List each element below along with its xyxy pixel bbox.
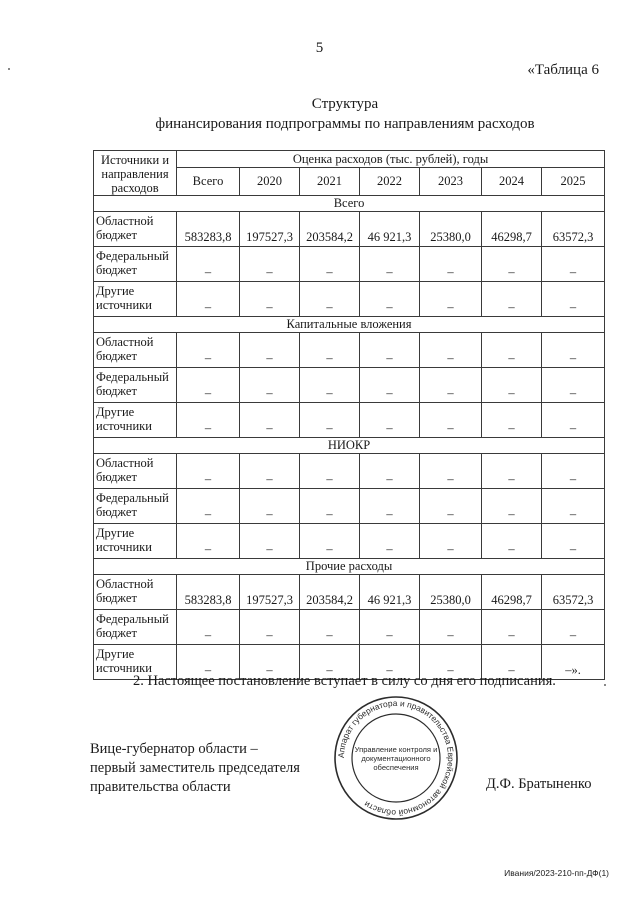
source-label	[94, 282, 177, 317]
value-cell: –	[420, 333, 482, 368]
source-label-line: бюджет	[96, 384, 137, 398]
section-row	[94, 196, 605, 212]
header-year: 2024	[482, 168, 542, 196]
header-year: 2020	[240, 168, 300, 196]
official-stamp	[332, 694, 460, 822]
value-cell: –	[542, 282, 605, 317]
source-label-line: бюджет	[96, 626, 137, 640]
scan-speck	[604, 684, 606, 686]
value-cell: –	[482, 454, 542, 489]
header-sources-line: расходов	[111, 181, 159, 195]
source-label-line: Другие	[96, 405, 135, 419]
source-label-line: бюджет	[96, 591, 137, 605]
value-cell: –	[177, 489, 240, 524]
source-label-line: Областной	[96, 335, 154, 349]
source-label-line: бюджет	[96, 263, 137, 277]
source-label-line: Областной	[96, 214, 154, 228]
source-label-line: бюджет	[96, 470, 137, 484]
signer-name: Д.Ф. Братыненко	[486, 776, 592, 792]
value-cell: –	[240, 282, 300, 317]
value-cell: 46298,7	[482, 212, 542, 247]
value-cell: –	[420, 489, 482, 524]
value-cell: –	[482, 645, 542, 680]
value-cell: –	[482, 368, 542, 403]
value-cell: 46298,7	[482, 575, 542, 610]
value-cell: –	[300, 645, 360, 680]
value-cell: –	[360, 454, 420, 489]
source-label	[94, 403, 177, 438]
value-cell: –	[300, 489, 360, 524]
value-cell: 25380,0	[420, 212, 482, 247]
source-label	[94, 333, 177, 368]
value-cell: –	[177, 645, 240, 680]
section-row	[94, 317, 605, 333]
value-cell: –	[542, 247, 605, 282]
value-cell: –	[542, 610, 605, 645]
value-cell: –	[360, 403, 420, 438]
source-label-line: Федеральный	[96, 370, 169, 384]
value-cell: –	[542, 489, 605, 524]
source-label	[94, 489, 177, 524]
table-title: Структура	[311, 96, 379, 112]
signer-position	[90, 740, 300, 797]
header-sources-line: направления	[101, 167, 169, 181]
signer-position-line: Вице-губернатор области –	[90, 741, 258, 757]
source-label	[94, 212, 177, 247]
source-label-line: бюджет	[96, 505, 137, 519]
value-cell: –	[420, 524, 482, 559]
value-cell: 203584,2	[300, 212, 360, 247]
document-code: Ивания/2023-210-пп-ДФ(1)	[504, 868, 609, 878]
source-label-line: Другие	[96, 647, 135, 661]
value-cell: –	[360, 645, 420, 680]
value-cell: –	[177, 610, 240, 645]
value-cell: –	[482, 610, 542, 645]
value-cell: –	[240, 489, 300, 524]
source-label	[94, 454, 177, 489]
value-cell: –	[177, 454, 240, 489]
source-label-line: бюджет	[96, 349, 137, 363]
source-label-line: Областной	[96, 456, 154, 470]
value-cell: –	[360, 610, 420, 645]
source-label-line: источники	[96, 298, 152, 312]
stamp-inner-text: документационного	[361, 754, 431, 763]
value-cell: 46 921,3	[360, 575, 420, 610]
value-cell: 63572,3	[542, 575, 605, 610]
value-cell: –	[542, 368, 605, 403]
source-label	[94, 524, 177, 559]
value-cell: 197527,3	[240, 212, 300, 247]
table-row	[94, 524, 605, 559]
value-cell: –	[360, 489, 420, 524]
value-cell: –	[542, 524, 605, 559]
source-label-line: Другие	[96, 526, 135, 540]
value-cell: –	[542, 403, 605, 438]
source-label-line: источники	[96, 540, 152, 554]
value-cell: –	[240, 524, 300, 559]
source-label	[94, 368, 177, 403]
value-cell: –	[360, 524, 420, 559]
source-label-line: источники	[96, 661, 152, 675]
scan-speck	[8, 68, 10, 70]
value-cell: –	[177, 524, 240, 559]
value-cell: –	[177, 403, 240, 438]
value-cell: –	[300, 368, 360, 403]
header-sources	[94, 151, 177, 196]
table-row	[94, 368, 605, 403]
value-cell: 197527,3	[240, 575, 300, 610]
source-label	[94, 247, 177, 282]
financing-table	[93, 150, 605, 680]
value-cell: –	[177, 247, 240, 282]
table-row	[94, 247, 605, 282]
source-label-line: Федеральный	[96, 491, 169, 505]
table-subtitle: финансирования подпрограммы по направлениям расходов	[155, 116, 535, 132]
header-sources-line: Источники и	[100, 153, 170, 167]
value-cell: –	[420, 645, 482, 680]
value-cell: –	[482, 333, 542, 368]
value-cell: –	[240, 610, 300, 645]
source-label-line: бюджет	[96, 228, 137, 242]
value-cell: –	[240, 247, 300, 282]
section-title: НИОКР	[94, 438, 605, 454]
table-row	[94, 575, 605, 610]
section-row	[94, 559, 605, 575]
header-estimate: Оценка расходов (тыс. рублей), годы	[177, 151, 605, 168]
table-row	[94, 212, 605, 247]
section-row	[94, 438, 605, 454]
section-title: Капитальные вложения	[94, 317, 605, 333]
source-label-line: Федеральный	[96, 249, 169, 263]
source-label-line: источники	[96, 419, 152, 433]
source-label	[94, 610, 177, 645]
value-cell: –	[420, 403, 482, 438]
value-cell: –	[240, 454, 300, 489]
section-title: Прочие расходы	[94, 559, 605, 575]
value-cell: 63572,3	[542, 212, 605, 247]
value-cell: –	[360, 247, 420, 282]
stamp-inner-text: Управление контроля и	[354, 745, 438, 754]
value-cell: –	[300, 333, 360, 368]
source-label-line: Другие	[96, 284, 135, 298]
effective-clause: 2. Настоящее постановление вступает в силу со дня его подписания.	[133, 673, 556, 689]
value-cell: 46 921,3	[360, 212, 420, 247]
source-label-line: Федеральный	[96, 612, 169, 626]
table-row	[94, 403, 605, 438]
value-cell: –	[300, 282, 360, 317]
header-year: 2025	[542, 168, 605, 196]
value-cell: –	[240, 403, 300, 438]
table-row	[94, 489, 605, 524]
value-cell: –	[482, 403, 542, 438]
signer-position-line: правительства области	[90, 779, 231, 795]
value-cell: –	[420, 247, 482, 282]
header-year: Всего	[177, 168, 240, 196]
value-cell: –	[300, 524, 360, 559]
value-cell: –	[482, 282, 542, 317]
source-label	[94, 575, 177, 610]
signer-position-line: первый заместитель председателя	[90, 760, 300, 776]
value-cell: –	[240, 368, 300, 403]
stamp-outer-text: Аппарат губернатора и правительства Еврейской автономной области	[335, 697, 457, 819]
value-cell: –	[542, 333, 605, 368]
value-cell: –	[420, 454, 482, 489]
value-cell: –	[177, 368, 240, 403]
value-cell: 203584,2	[300, 575, 360, 610]
value-cell: 25380,0	[420, 575, 482, 610]
value-cell: –	[542, 454, 605, 489]
value-cell: –	[300, 454, 360, 489]
value-cell: –	[482, 524, 542, 559]
value-cell: –	[300, 610, 360, 645]
value-cell: –	[420, 368, 482, 403]
source-label-line: Областной	[96, 577, 154, 591]
value-cell: 583283,8	[177, 212, 240, 247]
value-cell: –	[177, 333, 240, 368]
value-cell: –	[420, 610, 482, 645]
section-title: Всего	[94, 196, 605, 212]
table-row	[94, 454, 605, 489]
value-cell: –	[240, 645, 300, 680]
value-cell: –	[177, 282, 240, 317]
stamp-inner-text: обеспечения	[373, 763, 419, 772]
page-number: 5	[315, 40, 324, 56]
value-cell: –	[360, 282, 420, 317]
table-row	[94, 282, 605, 317]
header-year: 2021	[300, 168, 360, 196]
value-cell: –	[420, 282, 482, 317]
table-row	[94, 333, 605, 368]
header-year: 2022	[360, 168, 420, 196]
table-reference: «Таблица 6	[527, 62, 599, 78]
table-body	[94, 196, 605, 680]
table-row	[94, 610, 605, 645]
header-year: 2023	[420, 168, 482, 196]
value-cell: –	[300, 403, 360, 438]
value-cell: –	[482, 489, 542, 524]
value-cell: –	[482, 247, 542, 282]
value-cell: –	[360, 368, 420, 403]
value-cell: –	[240, 333, 300, 368]
value-cell: 583283,8	[177, 575, 240, 610]
value-cell: –	[360, 333, 420, 368]
value-cell: –	[300, 247, 360, 282]
value-cell: –».	[542, 645, 605, 680]
